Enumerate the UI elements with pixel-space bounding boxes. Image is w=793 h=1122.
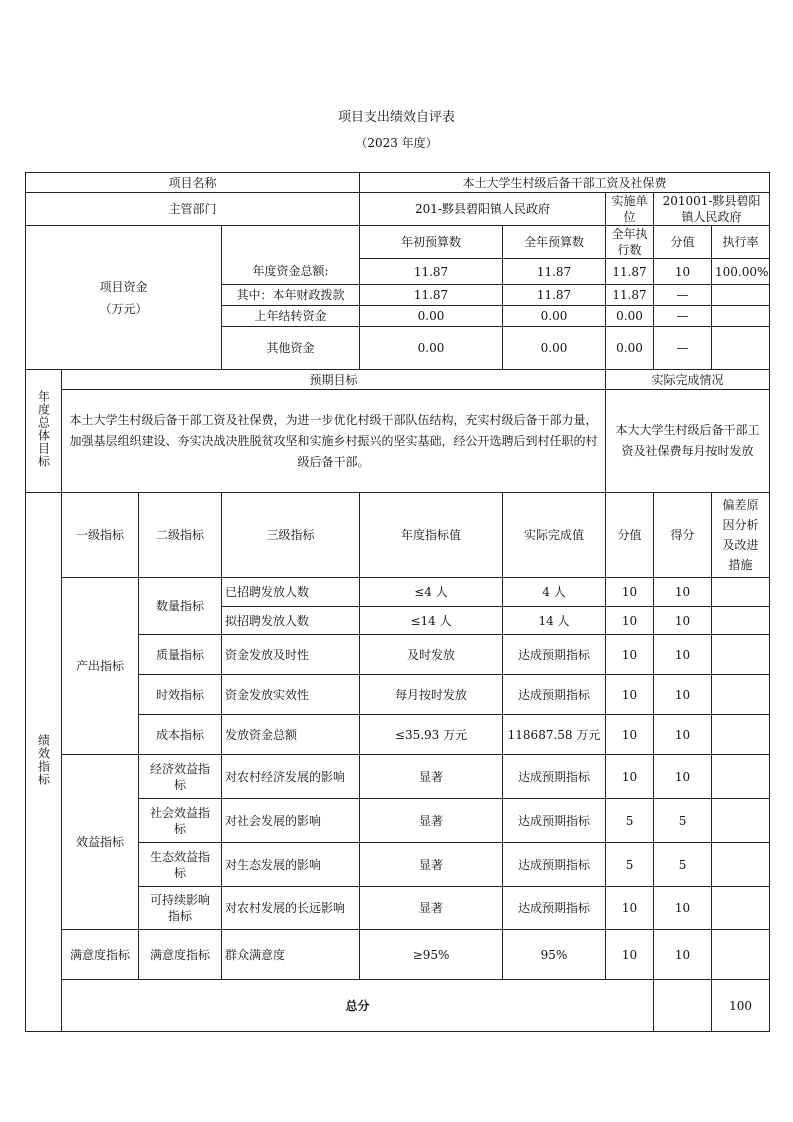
funds-initial: 0.00 (360, 306, 503, 327)
funds-annual: 0.00 (503, 306, 606, 327)
indicator-score: 5 (654, 843, 712, 887)
indicator-row (26, 930, 770, 980)
goals-header-row (26, 370, 770, 390)
funds-rate (712, 327, 770, 370)
benefit-indicator-label: 效益指标 (62, 755, 139, 930)
indicator-target: ≤4 人 (360, 578, 503, 607)
funds-rate (712, 306, 770, 327)
indicator-level2: 质量指标 (139, 635, 222, 675)
total-score-value: 100 (712, 980, 770, 1032)
indicator-score-value: 5 (606, 799, 654, 843)
funds-header-executed: 全年执行数 (606, 226, 654, 259)
funds-label-line2: （万元） (99, 301, 148, 316)
indicator-actual: 达成预期指标 (503, 635, 606, 675)
document-year: （2023 年度） (355, 136, 438, 150)
total-row (26, 980, 770, 1032)
indicator-deviation (712, 675, 770, 715)
indicator-actual: 4 人 (503, 578, 606, 607)
indicator-score-value: 10 (606, 887, 654, 930)
funds-score-value: — (654, 306, 712, 327)
funds-header-row (26, 226, 770, 259)
indicator-score: 10 (654, 930, 712, 980)
indicator-score: 10 (654, 578, 712, 607)
funds-row-label: 年度资金总额: (222, 259, 360, 285)
header-score-value: 分值 (606, 493, 654, 578)
project-name-value: 本土大学生村级后备干部工资及社保费 (360, 173, 770, 193)
funds-row-label-blank (222, 226, 360, 259)
indicator-actual: 达成预期指标 (503, 887, 606, 930)
department-row (26, 193, 770, 226)
funds-header-annual: 全年预算数 (503, 226, 606, 259)
goals-side-label (26, 370, 62, 493)
indicator-deviation (712, 607, 770, 635)
indicator-actual: 14 人 (503, 607, 606, 635)
indicator-actual: 达成预期指标 (503, 675, 606, 715)
indicator-row (26, 755, 770, 799)
indicators-side-text: 绩效指标 (36, 734, 51, 786)
actual-result-header: 实际完成情况 (606, 370, 770, 390)
indicator-level3: 群众满意度 (222, 930, 360, 980)
indicator-target: ≤35.93 万元 (360, 715, 503, 755)
indicator-target: 显著 (360, 843, 503, 887)
expected-goal-text: 本土大学生村级后备干部工资及社保费，为进一步优化村级干部队伍结构，充实村级后备干部力量，加强基层组织建设、夯实决战决胜脱贫攻坚和实施乡村振兴的坚实基础，经公开选聘后到村任职的村级后备干部。 (62, 390, 606, 493)
indicator-deviation (712, 887, 770, 930)
indicator-level2: 可持续影响指标 (139, 887, 222, 930)
header-deviation: 偏差原因分析及改进措施 (712, 493, 770, 578)
indicator-score-value: 10 (606, 930, 654, 980)
implementing-unit-value: 201001-黟县碧阳镇人民政府 (654, 193, 770, 226)
indicator-score: 5 (654, 799, 712, 843)
indicator-score: 10 (654, 755, 712, 799)
indicator-score: 10 (654, 607, 712, 635)
indicator-deviation (712, 755, 770, 799)
indicator-score-value: 10 (606, 675, 654, 715)
document-title: 项目支出绩效自评表 (337, 110, 455, 125)
indicator-deviation (712, 930, 770, 980)
indicator-level3: 资金发放及时性 (222, 635, 360, 675)
indicator-deviation (712, 635, 770, 675)
indicator-actual: 达成预期指标 (503, 799, 606, 843)
indicator-target: 显著 (360, 755, 503, 799)
indicator-level2: 满意度指标 (139, 930, 222, 980)
total-label: 总分 (62, 980, 654, 1032)
department-value: 201-黟县碧阳镇人民政府 (360, 193, 606, 226)
funds-label-line1: 项目资金 (99, 279, 148, 294)
project-name-label: 项目名称 (26, 173, 360, 193)
indicator-row (26, 578, 770, 607)
funds-row-label: 其他资金 (222, 327, 360, 370)
header-level2: 二级指标 (139, 493, 222, 578)
indicator-actual: 95% (503, 930, 606, 980)
funds-initial: 11.87 (360, 259, 503, 285)
output-indicator-label: 产出指标 (62, 578, 139, 755)
indicator-actual: 达成预期指标 (503, 843, 606, 887)
indicator-score: 10 (654, 887, 712, 930)
indicator-score: 10 (654, 715, 712, 755)
funds-annual: 0.00 (503, 327, 606, 370)
funds-score-value: — (654, 285, 712, 306)
indicator-deviation (712, 843, 770, 887)
indicators-side-label (26, 493, 62, 1032)
indicator-level3: 发放资金总额 (222, 715, 360, 755)
indicator-target: ≤14 人 (360, 607, 503, 635)
project-name-row (26, 173, 770, 193)
funds-executed: 0.00 (606, 306, 654, 327)
header-level1: 一级指标 (62, 493, 139, 578)
funds-rate: 100.00% (712, 259, 770, 285)
indicator-target: 显著 (360, 887, 503, 930)
indicator-target: 显著 (360, 799, 503, 843)
indicator-level2: 生态效益指标 (139, 843, 222, 887)
funds-header-rate: 执行率 (712, 226, 770, 259)
funds-rate (712, 285, 770, 306)
indicator-target: 及时发放 (360, 635, 503, 675)
funds-score-value: 10 (654, 259, 712, 285)
indicator-level3: 对农村发展的长远影响 (222, 887, 360, 930)
funds-executed: 11.87 (606, 285, 654, 306)
indicator-level2: 经济效益指标 (139, 755, 222, 799)
indicator-level3: 资金发放实效性 (222, 675, 360, 715)
funds-header-score-value: 分值 (654, 226, 712, 259)
indicator-level2: 成本指标 (139, 715, 222, 755)
indicator-target: ≥95% (360, 930, 503, 980)
indicator-level3: 拟招聘发放人数 (222, 607, 360, 635)
goals-content-row (26, 390, 770, 493)
indicator-score-value: 5 (606, 843, 654, 887)
indicator-level3: 对生态发展的影响 (222, 843, 360, 887)
funds-label (26, 226, 222, 370)
funds-annual: 11.87 (503, 285, 606, 306)
funds-row-label: 上年结转资金 (222, 306, 360, 327)
total-blank (654, 980, 712, 1032)
funds-initial: 0.00 (360, 327, 503, 370)
funds-score-value: — (654, 327, 712, 370)
funds-header-initial: 年初预算数 (360, 226, 503, 259)
implementing-unit-label: 实施单位 (606, 193, 654, 226)
indicator-actual: 达成预期指标 (503, 755, 606, 799)
funds-initial: 11.87 (360, 285, 503, 306)
funds-row-label: 其中：本年财政拨款 (222, 285, 360, 306)
indicator-level3: 已招聘发放人数 (222, 578, 360, 607)
indicator-level2: 社会效益指标 (139, 799, 222, 843)
indicator-level3: 对农村经济发展的影响 (222, 755, 360, 799)
indicator-score-value: 10 (606, 715, 654, 755)
indicator-score-value: 10 (606, 755, 654, 799)
indicator-score-value: 10 (606, 635, 654, 675)
indicator-actual: 118687.58 万元 (503, 715, 606, 755)
expected-goal-header: 预期目标 (62, 370, 606, 390)
indicator-deviation (712, 715, 770, 755)
indicator-score: 10 (654, 675, 712, 715)
funds-annual: 11.87 (503, 259, 606, 285)
header-level3: 三级指标 (222, 493, 360, 578)
funds-executed: 0.00 (606, 327, 654, 370)
indicator-score-value: 10 (606, 578, 654, 607)
goals-side-text: 年度总体目标 (36, 390, 51, 468)
header-target: 年度指标值 (360, 493, 503, 578)
evaluation-table (25, 172, 770, 1032)
indicator-level2: 时效指标 (139, 675, 222, 715)
quantity-indicator-label: 数量指标 (139, 578, 222, 635)
satisfaction-indicator-label: 满意度指标 (62, 930, 139, 980)
department-label: 主管部门 (26, 193, 360, 226)
header-score: 得分 (654, 493, 712, 578)
indicator-level3: 对社会发展的影响 (222, 799, 360, 843)
funds-executed: 11.87 (606, 259, 654, 285)
indicator-deviation (712, 578, 770, 607)
indicator-deviation (712, 799, 770, 843)
indicators-header-row (26, 493, 770, 578)
indicator-score-value: 10 (606, 607, 654, 635)
actual-result-text: 本大大学生村级后备干部工资及社保费每月按时发放 (606, 390, 770, 493)
indicator-score: 10 (654, 635, 712, 675)
header-actual: 实际完成值 (503, 493, 606, 578)
indicator-target: 每月按时发放 (360, 675, 503, 715)
